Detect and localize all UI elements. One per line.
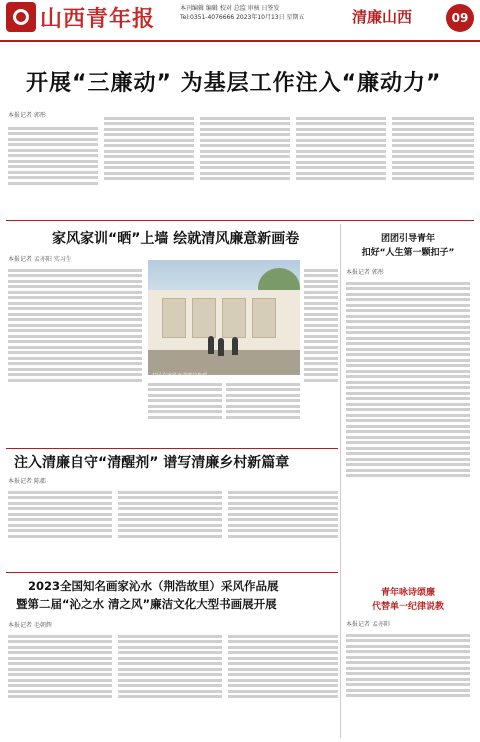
photo-mural-panel [252,298,276,338]
story4-byline: 本报记者 毛朝辉 [8,622,52,629]
page-number: 09 [446,4,474,32]
story4-body-col-1 [8,632,112,736]
story4-headline-line-2: 暨第二届“沁之水 清之风”廉洁文化大型书画展开展 [16,597,277,611]
story4-headline-line-1: 2023全国知名画家沁水（荆浩故里）采风作品展 [28,579,279,593]
story2-photo [148,260,300,375]
story4-body-col-3 [228,632,338,736]
section-divider [6,220,474,221]
lead-body-col-1 [8,124,98,216]
photo-mural-panel [192,298,216,338]
sidebar-divider [340,224,341,738]
photo-mural-panel [162,298,186,338]
photo-person [208,336,214,354]
sidebar-story1-title-line-1: 团团引导青年 [380,234,435,244]
section-divider [6,572,338,573]
story2-headline: 家风家训“晒”上墙 绘就清风廉意新画卷 [52,231,300,247]
meta-line: Tel:0351-4076666 2023年10月13日 星期五 [180,14,305,21]
sidebar-story2-title-line-2: 代替单一纪律说教 [371,602,444,612]
lead-byline: 本报记者 郭彤 [8,112,46,119]
sidebar-story1-byline: 本报记者 郭彤 [346,269,384,276]
story2-body-col-3 [226,380,300,442]
paper-name: 山西青年报 [40,6,156,32]
masthead [0,0,480,42]
lead-body-col-3 [200,114,290,216]
lead-body-col-5 [392,114,474,216]
story2-body-col-2 [148,380,222,442]
story3-headline: 注入清廉自守“清醒剂” 谱写清廉乡村新篇章 [14,455,290,471]
photo-person [232,337,238,355]
lead-headline: 开展“三廉动” 为基层工作注入“廉动力” [26,71,442,96]
story3-byline: 本报记者 陈郡 [8,478,46,485]
story2-body-col-1 [8,266,142,442]
sidebar-story2-byline: 本报记者 孟亦阳 [346,621,390,628]
section-name: 清廉山西 [352,8,413,26]
masthead-meta [180,4,350,22]
sidebar-story2-title-line-1: 青年咏诗颂廉 [380,588,435,598]
lead-body-col-2 [104,114,194,216]
story3-body-col-2 [118,488,222,566]
story4-body-col-2 [118,632,222,736]
lead-body-col-4 [296,114,386,216]
story2-byline: 本报记者 孟亦阳 实习生 [8,256,72,263]
photo-person [218,338,224,356]
photo-mural-panel [222,298,246,338]
meta-line: 本刊编辑 编辑 校对 总监 审核 日签发 [180,5,280,12]
newspaper-logo-icon [6,2,36,32]
sidebar-story1-body [346,279,470,579]
story3-body-col-3 [228,488,338,566]
sidebar-story2-body [346,631,470,735]
section-divider [6,448,338,449]
story2-body-col-4 [304,266,338,442]
sidebar-story1-title-line-2: 扣好“人生第一颗扣子” [361,248,455,258]
story3-body-col-1 [8,488,112,566]
story2-photo-caption: 村民在家风家训墙前参观 [152,373,208,379]
